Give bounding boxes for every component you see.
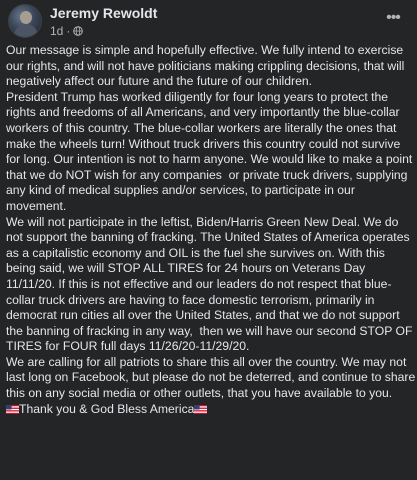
avatar-body-shape <box>14 24 38 38</box>
message-paragraph: President Trump has worked diligently for four long years to protect the rights and freedoms of all Americans, and very importantly the blue-collar workers of this country. The blue-collar workers are literally the ones that make the wheels turn! Without truck drivers this country could not survive for long. Our intention is not to harm anyone. We would like to make a point that we do NOT wish for any companies or private truck drivers, supplying any kind of medical supplies and/or services, to participate in our movement. <box>6 89 416 213</box>
author-name[interactable]: Jeremy Rewoldt <box>50 5 158 21</box>
us-flag-icon <box>194 405 207 414</box>
author-avatar[interactable] <box>8 4 42 38</box>
message-paragraph: We are calling for all patriots to share this all over the country. We may not last long on Facebook, but please do not be deterred, and continue to share this on any social media or other outlets, that you have available to you. <box>6 354 416 401</box>
us-flag-icon <box>6 405 19 414</box>
globe-icon[interactable] <box>73 26 83 36</box>
post-timestamp[interactable]: 1d <box>50 24 64 38</box>
post-header <box>8 4 409 40</box>
post-meta <box>50 24 83 38</box>
message-paragraph: We will not participate in the leftist, Biden/Harris Green New Deal. We do not support the banning of fracking. The United States of America operates as a capitalistic economy and OIL is the fuel she survives on. With this being said, we will STOP ALL TIRES for 24 hours on Veterans Day 11/11/20. If this is not effective and our leaders do not respect that blue-collar truck drivers are having to face domestic terrorism, primarily in democrat run cities all over the United States, and that we do not support the banning of fracking in any way, then we will have our second STOP OF TIRES for FOUR full days 11/26/20-11/29/20. <box>6 214 416 354</box>
post-message <box>6 43 416 417</box>
more-options-icon[interactable]: ••• <box>386 9 400 26</box>
closing-line <box>6 402 416 418</box>
avatar-head-shape <box>20 11 32 24</box>
message-paragraph: Our message is simple and hopefully effective. We fully intend to exercise our rights, and will not have politicians making crippling decisions, that will negatively affect our future and the future of our children. <box>6 43 408 89</box>
closing-text: Thank you & God Bless America <box>19 401 195 416</box>
meta-separator: · <box>66 24 71 38</box>
